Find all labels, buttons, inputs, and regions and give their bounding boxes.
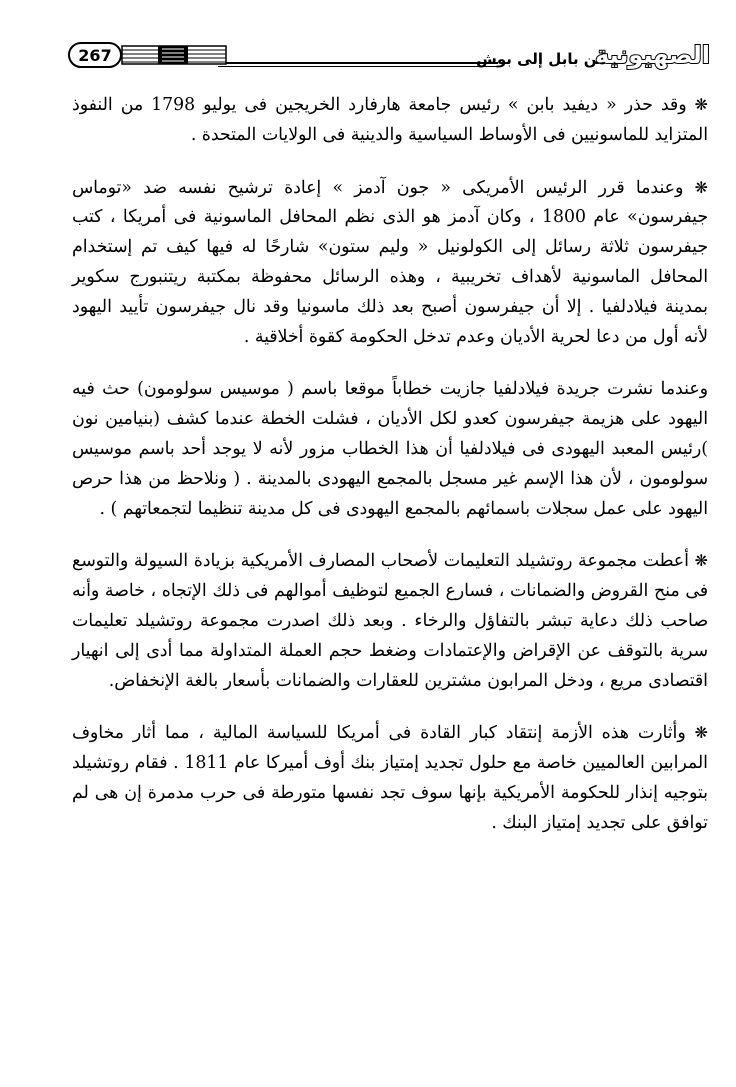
book-stack-ornament-icon [118,44,230,66]
paragraph [72,718,708,838]
page-number: 267 [68,42,122,68]
paragraph [72,546,708,696]
book-title: الصهيونية [595,41,710,69]
paragraph-text: وأثارت هذه الأزمة إنتقاد كبار القادة فى أمريكا للسياسة المالية ، مما أثار مخاوف المرابين العالميين خاصة مع حلول تجديد إمتياز بنك أوف أميركا عام 1811 . فقام روتشيلد بتوجيه إنذار للحكومة الأمريكية بإنها سوف تجد نفسها متورطة فى حرب مدمرة إن هى لم توافق على تجديد إمتياز البنك . [72,723,708,833]
paragraph-text: وعندما قرر الرئيس الأمريكى « جون آدمز » إعادة ترشيح نفسه ضد «توماس جيفرسون» عام 1800 ، وكان آدمز هو الذى نظم المحافل الماسونية فى أمريكا ، كتب جيفرسون ثلاثة رسائل إلى الكولونيل « وليم ستون» شارحًا له فيها كيف تم إستخدام المحافل الماسونية لأهداف تخريبية ، وهذه الرسائل محفوظة بمكتبة ريتنبورج سكوير بمدينة فيلادلفيا . إلا أن جيفرسون أصبح بعد ذلك ماسونيا وقد نال جيفرسون تأييد اليهود لأنه أول من دعا لحرية الأديان وعدم تدخل الحكومة كقوة أخلاقية . [72,177,709,347]
bullet-icon: ❋ [694,177,708,197]
bullet-icon: ❋ [694,723,708,743]
header-rule [218,62,498,64]
running-header [68,36,710,80]
body-text [72,90,708,839]
paragraph [72,173,708,353]
header-rule-thin [218,66,498,67]
bullet-icon: ❋ [694,95,708,114]
paragraph [72,90,708,151]
bullet-icon: ❋ [694,551,708,571]
paragraph [72,374,708,524]
paragraph-text: أعطت مجموعة روتشيلد التعليمات لأصحاب المصارف الأمريكية بزيادة السيولة والتوسع فى منح القروض والضمانات ، فسارع الجميع لتوظيف أموالهم فى ذلك الإتجاه ، خاصة وأنه صاحب ذلك دعاية تبشر بالتفاؤل والرخاء . وبعد ذلك اصدرت مجموعة روتشيلد تعليمات سرية بالتوقف عن الإقراض والإعتمادات وضغط حجم العملة المتداولة مما أدى إلى انهيار اقتصادى مريع ، ودخل المرابون مشترين للعقارات والضمانات بأسعار بالغة الإنخفاض. [72,551,708,691]
book-subtitle: ..من بابل إلى بوش [476,50,618,68]
paragraph-text: وعندما نشرت جريدة فيلادلفيا جازيت خطاباً موقعا باسم ( موسيس سولومون) حث فيه اليهود على هزيمة جيفرسون كعدو لكل الأديان ، فشلت الخطة عندما كشف (بنيامين نون )رئيس المعبد اليهودى فى فيلادلفيا أن هذا الخطاب مزور لأنه لا يوجد أحد باسم موسيس سولومون ، لأن هذا الإسم غير مسجل بالمجمع اليهودى بالمدينة . ( ونلاحظ من هذا حرص اليهود على عمل سجلات باسمائهم بالمجمع اليهودى فى كل مدينة تنظيما لتجمعاتهم ) . [72,379,708,519]
paragraph-text: وقد حذر « ديفيد بابن » رئيس جامعة هارفارد الخريجين فى يوليو 1798 من النفوذ المتزايد للماسونيين فى الأوساط السياسية والدينية فى الولايات المتحدة . [72,95,708,145]
